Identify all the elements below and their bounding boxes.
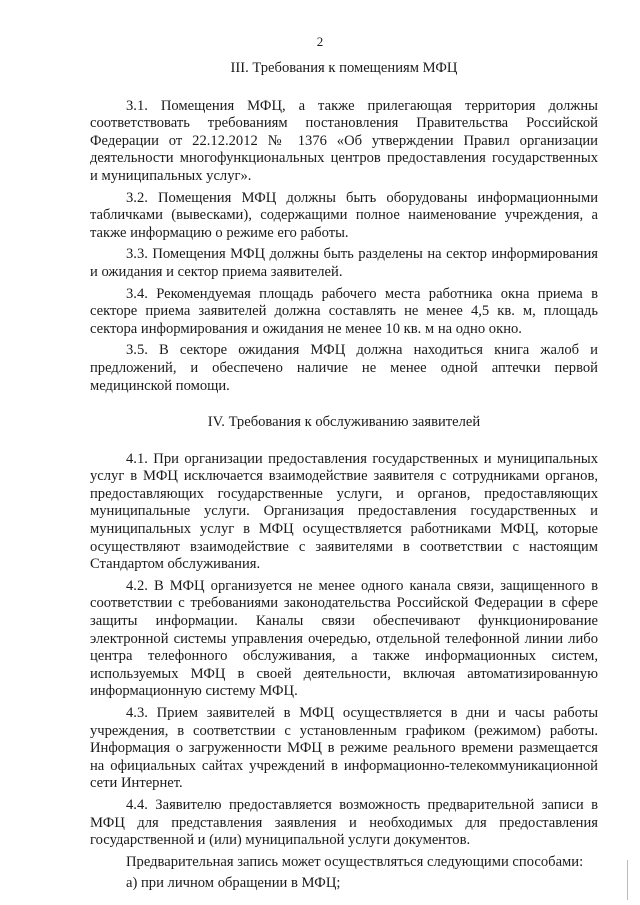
- section-3-title: III. Требования к помещениям МФЦ: [230, 60, 458, 76]
- section-4-title: IV. Требования к обслуживанию заявителей: [207, 414, 481, 431]
- paragraph-3-1: 3.1. Помещения МФЦ, а также прилегающая территория должны соответствовать требованиям постановления Правительства Российской Федерации от 22.12.2012 № 1376 «Об утверждении Правил организации деятельности многофункциональных центров предоставления государственных и муниципальных услуг».: [90, 97, 598, 184]
- paragraph-4-3: 4.3. Прием заявителей в МФЦ осуществляется в дни и часы работы учреждения, в соответствии с установленным графиком (режимом) работы. Информация о загруженности МФЦ в режиме реального времени размещается на официальных сайтах учреждений в информационно-телекоммуникационной сети Интернет.: [90, 705, 598, 792]
- paragraph-3-5: 3.5. В секторе ожидания МФЦ должна находиться книга жалоб и предложений, и обеспечено наличие не менее одной аптечки первой медицинской помощи.: [90, 342, 598, 394]
- paragraph-3-4: 3.4. Рекомендуемая площадь рабочего места работника окна приема в секторе приема заявителей должна составлять не менее 4,5 кв. м, площадь сектора информирования и ожидания не менее 10 кв. м на одно окно.: [90, 285, 598, 337]
- paragraph-4-2: 4.2. В МФЦ организуется не менее одного канала связи, защищенного в соответствии с требованиями законодательства Российской Федерации в сфере защиты информации. Каналы связи обеспечивают функционирование электронной системы управления очередью, отдельной телефонной линии либо центра телефонного обслуживания, а также информационных систем, используемых МФЦ в своей деятельности, включая автоматизированную информационную систему МФЦ.: [90, 577, 598, 700]
- scan-edge-line: [627, 860, 628, 900]
- paragraph-item-a: а) при личном обращении в МФЦ;: [126, 875, 341, 892]
- document-body: [90, 60, 598, 893]
- paragraph-4-4: 4.4. Заявителю предоставляется возможность предварительной записи в МФЦ для представления заявления и необходимых для предоставления государственной и (или) муниципальной услуги документов.: [90, 796, 598, 849]
- paragraph-4-1: 4.1. При организации предоставления государственных и муниципальных услуг в МФЦ исключается взаимодействие заявителя с сотрудниками органов, предоставляющих государственные услуги, и органов, предоставляющих муниципальные услуги. Организация предоставления государственных и муниципальных услуг в МФЦ осуществляется работниками МФЦ, которые осуществляют взаимодействие с заявителями в соответствии с настоящим Стандартом обслуживания.: [90, 450, 598, 573]
- paragraph-3-2: 3.2. Помещения МФЦ должны быть оборудованы информационными табличками (вывесками), содержащими полное наименование учреждения, а также информацию о режиме его работы.: [90, 189, 598, 241]
- page-number: 2: [316, 34, 324, 49]
- paragraph-3-3: 3.3. Помещения МФЦ должны быть разделены на сектор информирования и ожидания и сектор приема заявителей.: [90, 246, 598, 280]
- paragraph-prereg-ways: Предварительная запись может осуществляться следующими способами:: [126, 853, 584, 870]
